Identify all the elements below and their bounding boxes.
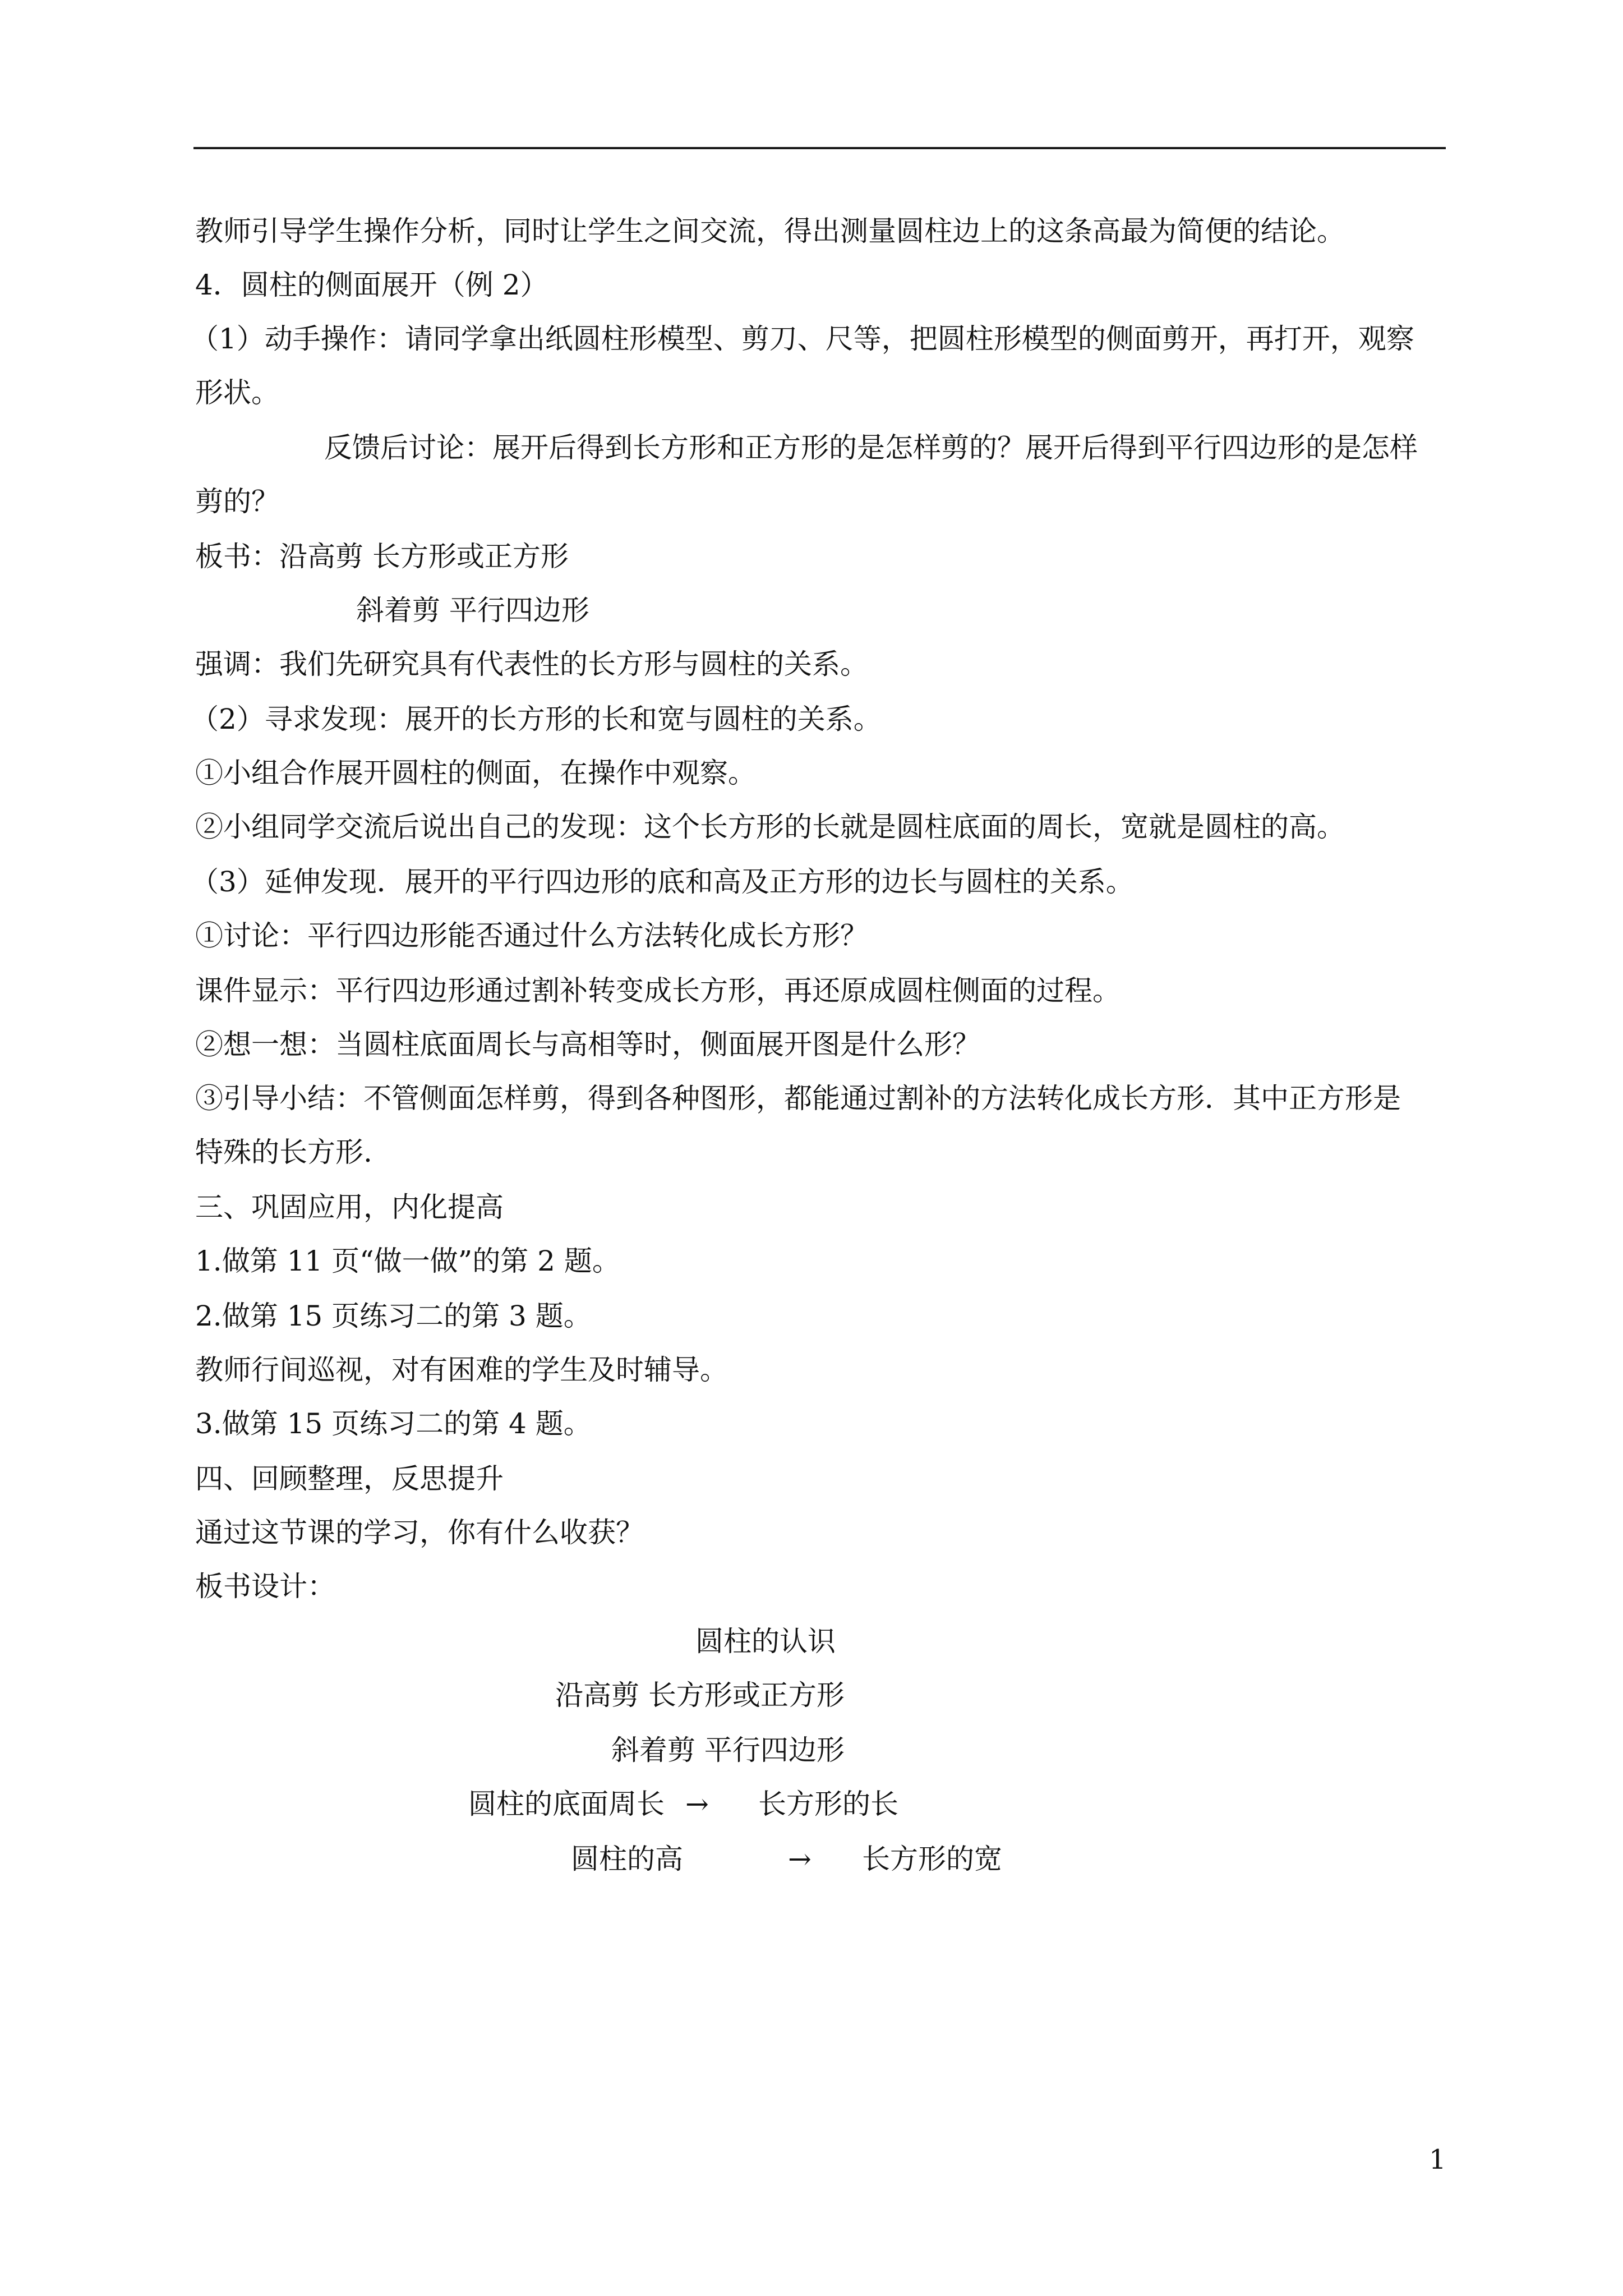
paragraph-discover: （2）寻求发现：展开的长方形的长和宽与圆柱的关系。 [191,703,882,735]
paragraph-hands-on-cont: 形状。 [195,376,279,409]
paragraph-board-design: 板书设计： [195,1570,335,1603]
section-heading-3: 三、巩固应用，内化提高 [195,1191,504,1223]
paragraph-extend: （3）延伸发现．展开的平行四边形的底和高及正方形的边长与圆柱的关系。 [191,866,1134,898]
board-base-perimeter-label: 圆柱的底面周长 [468,1788,665,1820]
right-arrow-icon: → [788,1843,811,1875]
paragraph-board-note-1: 板书：沿高剪 长方形或正方形 [195,540,569,573]
header-rule [193,147,1446,149]
paragraph-board-note-2: 斜着剪 平行四边形 [356,594,589,627]
section-heading-4: 四、回顾整理，反思提升 [195,1462,504,1495]
right-arrow-icon: → [685,1788,709,1820]
list-item-discuss: ①讨论：平行四边形能否通过什么方法转化成长方形？ [195,919,868,952]
exercise-item-3: 3.做第 15 页练习二的第 4 题。 [195,1407,592,1440]
paragraph-feedback: 反馈后讨论：展开后得到长方形和正方形的是怎样剪的？展开后得到平行四边形的是怎样 [324,431,1418,464]
board-cylinder-height-label: 圆柱的高 [571,1843,683,1875]
exercise-item-1: 1.做第 11 页“做一做”的第 2 题。 [195,1245,620,1277]
board-rect-width-label: 长方形的宽 [862,1843,1002,1875]
board-title: 圆柱的认识 [695,1625,836,1658]
heading-side-unfold: 4．圆柱的侧面展开（例 2） [195,269,548,301]
board-row-cut-diagonal: 斜着剪 平行四边形 [611,1734,845,1766]
paragraph-reflection: 通过这节课的学习，你有什么收获？ [195,1516,644,1549]
list-item-think: ②想一想：当圆柱底面周长与高相等时，侧面展开图是什么形？ [195,1028,980,1061]
list-item-summary: ③引导小结：不管侧面怎样剪，得到各种图形，都能通过割补的方法转化成长方形．其中正方形是 [195,1082,1401,1115]
paragraph-teacher-guide: 教师引导学生操作分析，同时让学生之间交流，得出测量圆柱边上的这条高最为简便的结论。 [195,215,1345,247]
paragraph-feedback-cont: 剪的？ [195,485,279,518]
board-rect-length-label: 长方形的长 [758,1788,898,1820]
paragraph-emphasis: 强调：我们先研究具有代表性的长方形与圆柱的关系。 [195,648,868,680]
paragraph-hands-on: （1）动手操作：请同学拿出纸圆柱形模型、剪刀、尺等，把圆柱形模型的侧面剪开，再打开，观察 [191,323,1414,355]
exercise-item-2: 2.做第 15 页练习二的第 3 题。 [195,1300,592,1332]
list-item-summary-cont: 特殊的长方形. [195,1136,372,1168]
list-item-group-share: ②小组同学交流后说出自己的发现：这个长方形的长就是圆柱底面的周长，宽就是圆柱的高。 [195,811,1345,843]
paragraph-courseware: 课件显示：平行四边形通过割补转变成长方形，再还原成圆柱侧面的过程。 [195,974,1121,1007]
list-item-group-work: ①小组合作展开圆柱的侧面，在操作中观察。 [195,757,756,789]
page-number: 1 [1429,2144,1446,2175]
board-row-cut-along-height: 沿高剪 长方形或正方形 [555,1679,845,1711]
paragraph-teacher-patrol: 教师行间巡视，对有困难的学生及时辅导。 [195,1354,728,1386]
